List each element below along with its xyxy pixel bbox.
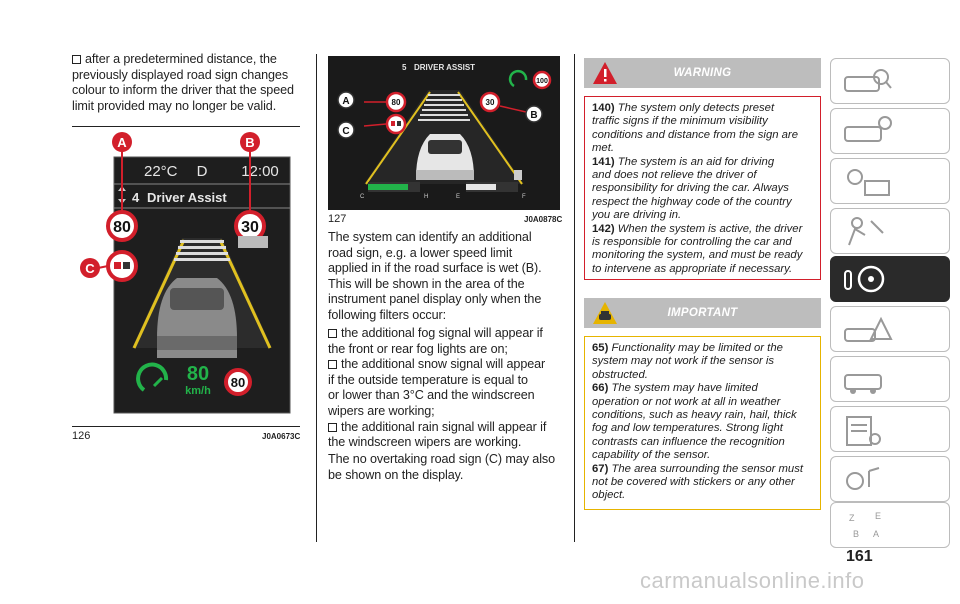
gauge-h: H: [424, 194, 429, 200]
text-line: be shown on the display.: [328, 467, 464, 482]
menu-index: 4: [132, 190, 140, 205]
no-overtaking-sign-icon: [387, 115, 405, 133]
car-rear-icon: [157, 278, 237, 358]
instrument-display-figure-127: [328, 56, 560, 210]
text-line: The system can identify an additional: [328, 230, 532, 244]
bullet-box-icon: [328, 360, 337, 369]
text-line: road sign, e.g. a lower speed limit: [328, 245, 513, 260]
fuel-pump-icon: [514, 170, 522, 180]
important-header: [584, 298, 821, 328]
top-sign-text: 100: [536, 78, 548, 85]
car-search-icon: [831, 59, 951, 105]
time-text: 12:00: [241, 163, 279, 180]
intro-line: colour to inform the driver that the speed: [72, 83, 294, 98]
tab-car-info[interactable]: [830, 108, 950, 154]
figure-127-number: 127: [328, 213, 347, 225]
svg-text:Z: Z: [849, 513, 855, 523]
menu-index-127: 5: [402, 63, 407, 72]
safety-icon: [831, 209, 951, 255]
text-line: The no overtaking road sign (C) may also: [328, 452, 555, 466]
intro-line: limit provided may no longer be valid.: [72, 98, 277, 113]
filter-bullet-list: [328, 326, 564, 451]
warning-items: [592, 102, 820, 276]
text-line: This will be shown in the area of the: [328, 276, 525, 291]
middle-paragraph-1: [328, 230, 564, 324]
important-items: [592, 342, 820, 503]
svg-text:E: E: [875, 511, 882, 521]
wet-road-plate-icon: [238, 236, 268, 248]
important-title: IMPORTANT: [667, 307, 738, 319]
important-item: 67) The area surrounding the sensor must not be covered with stickers or any other object.: [592, 462, 803, 502]
speed-unit: km/h: [185, 385, 211, 397]
warning-title: WARNING: [673, 67, 732, 79]
important-item: 65) Functionality may be limited or the system may not work if the sensor is obstructed.: [592, 342, 783, 381]
warning-item: 142) When the system is active, the driver is responsible for controlling the car and monitoring the system, and must be ready to intervene as appropriate if necessary.: [592, 222, 803, 275]
intro-line: previously displayed road sign changes: [72, 67, 289, 82]
sign-right-text-127: 30: [485, 98, 495, 107]
multimedia-icon: [831, 457, 951, 503]
warning-header: [584, 58, 821, 88]
car-rear-icon: [416, 134, 474, 180]
speed-value: 80: [186, 363, 210, 385]
list-item: the additional fog signal will appear if the front or rear fog lights are on;: [328, 326, 543, 356]
tab-car-service[interactable]: [830, 356, 950, 402]
menu-title: Driver Assist: [147, 190, 227, 205]
specifications-icon: [831, 407, 951, 453]
callout-b-127: B: [530, 110, 538, 121]
menu-title-127: DRIVER ASSIST: [414, 63, 476, 72]
intro-line: after a predetermined distance, the: [72, 52, 307, 68]
instrument-display-figure-126: [72, 128, 300, 424]
sign-left-text-127: 80: [391, 98, 401, 107]
callout-c: C: [85, 261, 95, 276]
sign-left-text: 80: [113, 219, 131, 236]
warning-item: 140) The system only detects preset traffic signs if the minimum visibility conditions and distance from the sign are met.: [592, 102, 798, 155]
svg-text:B: B: [853, 529, 860, 539]
tab-warning-lights[interactable]: [830, 158, 950, 204]
bottom-sign-text: 80: [230, 375, 246, 390]
gauge-f: F: [522, 194, 526, 200]
gauge-c: C: [360, 194, 365, 200]
watermark: carmanualsonline.info: [640, 568, 865, 593]
figure-126-code: J0A0673C: [262, 432, 301, 441]
tab-index[interactable]: [830, 502, 950, 548]
list-item: the additional snow signal will appear if the outside temperature is equal to or lower than 3°C and the windscreen wipers are working;: [328, 357, 546, 418]
top-divider: [72, 126, 300, 127]
index-icon: [831, 503, 951, 549]
text-line: instrument panel display only when the: [328, 292, 542, 307]
driving-icon: [831, 257, 951, 303]
list-item: the additional rain signal will appear if the windscreen wipers are working.: [328, 419, 547, 450]
callout-b: B: [245, 135, 255, 150]
bullet-box-icon: [328, 423, 337, 432]
text-line: applied in if the road surface is wet (B).: [328, 261, 542, 276]
gear-text: D: [196, 163, 208, 180]
text-line: following filters occur:: [328, 307, 446, 322]
page-number: 161: [846, 548, 873, 565]
callout-c-127: C: [342, 126, 350, 137]
callout-a-127: A: [342, 96, 350, 107]
car-service-icon: [831, 357, 951, 403]
column-divider-right: [574, 54, 575, 542]
middle-paragraph-2: [328, 452, 564, 483]
figure-127-code: J0A0878C: [524, 215, 563, 224]
tab-safety[interactable]: [830, 208, 950, 254]
warning-lights-icon: [831, 159, 951, 205]
figure-127: [328, 56, 560, 210]
intro-text: [72, 52, 307, 114]
figure-126: [72, 128, 300, 424]
temperature-text: 22°C: [144, 163, 178, 180]
figure-126-number: 126: [72, 430, 91, 442]
sign-right-text: 30: [241, 219, 259, 236]
no-overtaking-sign-icon: [108, 252, 136, 280]
column-divider-left: [316, 54, 317, 542]
tab-breakdown[interactable]: [830, 306, 950, 352]
svg-text:A: A: [873, 529, 880, 539]
breakdown-icon: [831, 307, 951, 353]
figure-126-rule: [72, 426, 300, 427]
bullet-box-icon: [72, 55, 81, 64]
important-item: 66) The system may have limited operation or not work at all in weather conditions, such as heavy rain, hail, thick fog and low temperatures. Strong light contrasts can influence the recognition capability of the sensor.: [592, 382, 797, 462]
warning-item: 141) The system is an aid for driving and does not relieve the driver of responsibility for driving the car. Always respect the highway code of the country you are driving in.: [592, 155, 792, 222]
tab-driving[interactable]: [830, 256, 950, 302]
tab-car-search[interactable]: [830, 58, 950, 104]
car-info-icon: [831, 109, 951, 155]
bullet-box-icon: [328, 329, 337, 338]
tab-multimedia[interactable]: [830, 456, 950, 502]
tab-specifications[interactable]: [830, 406, 950, 452]
callout-a: A: [117, 135, 127, 150]
gauge-e: E: [456, 194, 461, 200]
